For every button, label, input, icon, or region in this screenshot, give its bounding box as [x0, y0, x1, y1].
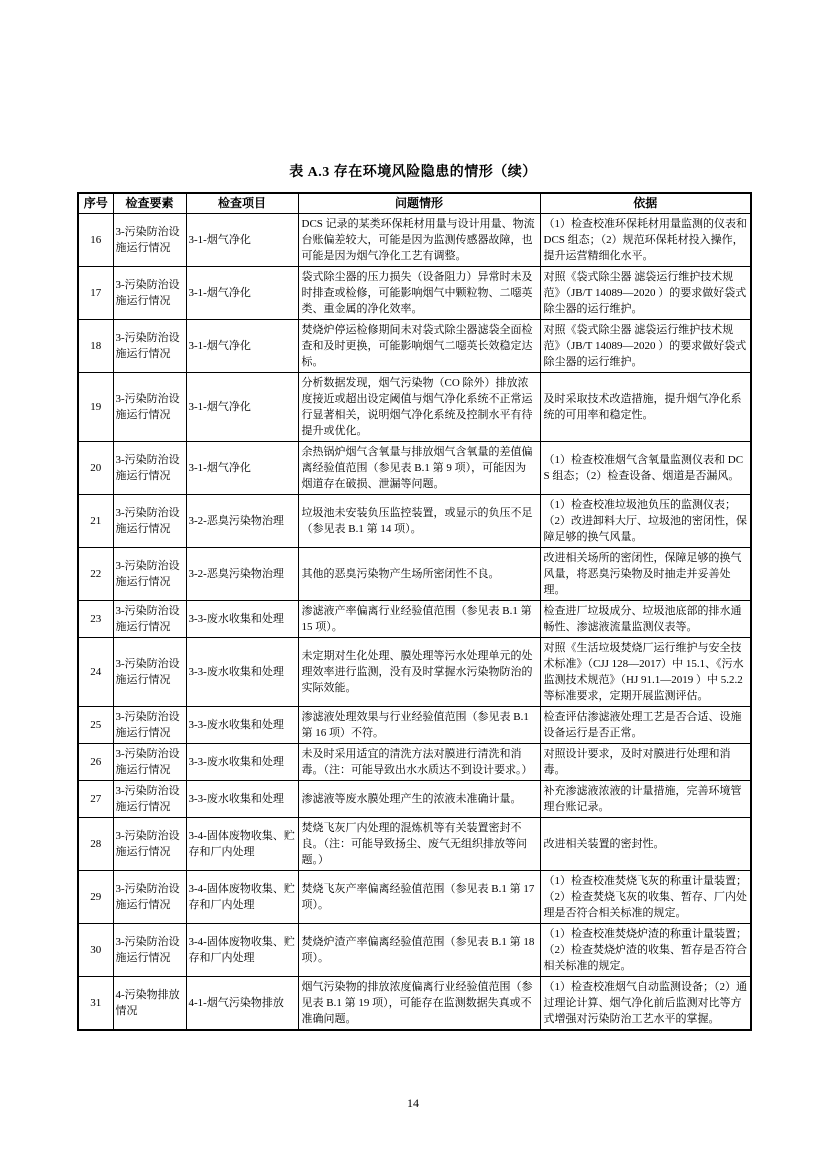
check-item: 4-1-烟气污染物排放 [186, 977, 298, 1031]
basis-description: 改进相关装置的密封性。 [540, 818, 751, 871]
basis-description: 对照《袋式除尘器 滤袋运行维护技术规范》（JB/T 14089—2020 ）的要求做好袋式除尘器的运行维护。 [540, 267, 751, 320]
check-element: 3-污染防治设施运行情况 [113, 638, 186, 707]
basis-description: （1）检查校准焚烧飞灰的称重计量装置；（2）检查焚烧飞灰的收集、暂存、厂内处理是否符合相关标准的规定。 [540, 871, 751, 924]
check-element: 3-污染防治设施运行情况 [113, 495, 186, 548]
problem-description: 焚烧飞灰厂内处理的混炼机等有关装置密封不良。（注：可能导致扬尘、废气无组织排放等问题。） [298, 818, 540, 871]
column-header-problem: 问题情形 [298, 193, 540, 214]
basis-description: 检查进厂垃圾成分、垃圾池底部的排水通畅性、渗滤液流量监测仪表等。 [540, 601, 751, 638]
table-row [78, 977, 751, 1031]
table-row [78, 442, 751, 495]
check-element: 3-污染防治设施运行情况 [113, 707, 186, 744]
check-element: 3-污染防治设施运行情况 [113, 744, 186, 781]
basis-description: 补充渗滤液浓液的计量措施，完善环境管理台账记录。 [540, 781, 751, 818]
check-element: 3-污染防治设施运行情况 [113, 373, 186, 442]
column-header-no: 序号 [78, 193, 113, 214]
basis-description: 对照《袋式除尘器 滤袋运行维护技术规范》（JB/T 14089—2020 ）的要求做好袋式除尘器的运行维护。 [540, 320, 751, 373]
page-number: 14 [407, 1096, 419, 1110]
problem-description: 焚烧炉停运检修期间未对袋式除尘器滤袋全面检查和及时更换，可能影响烟气二噁英长效稳定达标。 [298, 320, 540, 373]
basis-description: （1）检查校准烟气含氧量监测仪表和 DCS 组态；（2）检查设备、烟道是否漏风。 [540, 442, 751, 495]
basis-description: 及时采取技术改造措施，提升烟气净化系统的可用率和稳定性。 [540, 373, 751, 442]
check-item: 3-4-固体废物收集、贮存和厂内处理 [186, 871, 298, 924]
basis-description: （1）检查校准烟气自动监测设备；（2）通过理论计算、烟气净化前后监测对比等方式增强对污染防治工艺水平的掌握。 [540, 977, 751, 1031]
row-number: 19 [78, 373, 113, 442]
check-item: 3-1-烟气净化 [186, 267, 298, 320]
basis-description: 对照《生活垃圾焚烧厂运行维护与安全技术标准》（CJJ 128—2017）中 15.1、《污水监测技术规范》（HJ 91.1—2019 ）中 5.2.2 等标准要求，定期开展监测评估。 [540, 638, 751, 707]
row-number: 21 [78, 495, 113, 548]
check-element: 3-污染防治设施运行情况 [113, 781, 186, 818]
problem-description: 烟气污染物的排放浓度偏离行业经验值范围（参见表 B.1 第 19 项），可能存在监测数据失真或不准确问题。 [298, 977, 540, 1031]
problem-description: 垃圾池未安装负压监控装置，或显示的负压不足（参见表 B.1 第 14 项）。 [298, 495, 540, 548]
row-number: 26 [78, 744, 113, 781]
table-row [78, 373, 751, 442]
problem-description: 未定期对生化处理、膜处理等污水处理单元的处理效率进行监测，没有及时掌握水污染物防治的实际效能。 [298, 638, 540, 707]
check-item: 3-3-废水收集和处理 [186, 707, 298, 744]
row-number: 20 [78, 442, 113, 495]
check-element: 3-污染防治设施运行情况 [113, 320, 186, 373]
problem-description: 余热锅炉烟气含氧量与排放烟气含氧量的差值偏离经验值范围（参见表 B.1 第 9 项），可能因为烟道存在破损、泄漏等问题。 [298, 442, 540, 495]
check-item: 3-3-废水收集和处理 [186, 638, 298, 707]
row-number: 30 [78, 924, 113, 977]
table-row [78, 214, 751, 267]
table-row [78, 707, 751, 744]
check-element: 3-污染防治设施运行情况 [113, 267, 186, 320]
basis-description: 对照设计要求，及时对膜进行处理和消毒。 [540, 744, 751, 781]
problem-description: 渗滤液等废水膜处理产生的浓液未准确计量。 [298, 781, 540, 818]
check-item: 3-1-烟气净化 [186, 373, 298, 442]
basis-description: （1）检查校准垃圾池负压的监测仪表；（2）改进卸料大厅、垃圾池的密闭性，保障足够的换气风量。 [540, 495, 751, 548]
page-title: 表 A.3 存在环境风险隐患的情形（续） [289, 165, 537, 180]
problem-description: 焚烧炉渣产率偏离经验值范围（参见表 B.1 第 18 项）。 [298, 924, 540, 977]
basis-description: （1）检查校准环保耗材用量监测的仪表和 DCS 组态；（2）规范环保耗材投入操作，提升运营精细化水平。 [540, 214, 751, 267]
check-item: 3-1-烟气净化 [186, 442, 298, 495]
basis-description: （1）检查校准焚烧炉渣的称重计量装置；（2）检查焚烧炉渣的收集、暂存是否符合相关标准的规定。 [540, 924, 751, 977]
check-element: 3-污染防治设施运行情况 [113, 924, 186, 977]
problem-description: 渗滤液处理效果与行业经验值范围（参见表 B.1 第 16 项）不符。 [298, 707, 540, 744]
row-number: 18 [78, 320, 113, 373]
row-number: 16 [78, 214, 113, 267]
column-header-element: 检查要素 [113, 193, 186, 214]
problem-description: 袋式除尘器的压力损失（设备阻力）异常时未及时排查或检修，可能影响烟气中颗粒物、二噁英类、重金属的净化效率。 [298, 267, 540, 320]
problem-description: 渗滤液产率偏离行业经验值范围（参见表 B.1 第 15 项）。 [298, 601, 540, 638]
risk-table [77, 192, 752, 1031]
table-row [78, 781, 751, 818]
table-row [78, 924, 751, 977]
row-number: 25 [78, 707, 113, 744]
check-item: 3-3-废水收集和处理 [186, 601, 298, 638]
table-row [78, 601, 751, 638]
row-number: 27 [78, 781, 113, 818]
row-number: 24 [78, 638, 113, 707]
column-header-item: 检查项目 [186, 193, 298, 214]
problem-description: 分析数据发现，烟气污染物（CO 除外）排放浓度接近或超出设定阈值与烟气净化系统不正常运行显著相关，说明烟气净化系统及控制水平有待提升或优化。 [298, 373, 540, 442]
check-element: 3-污染防治设施运行情况 [113, 214, 186, 267]
table-row [78, 267, 751, 320]
check-element: 3-污染防治设施运行情况 [113, 871, 186, 924]
check-item: 3-4-固体废物收集、贮存和厂内处理 [186, 924, 298, 977]
check-item: 3-3-废水收集和处理 [186, 781, 298, 818]
basis-description: 改进相关场所的密闭性，保障足够的换气风量，将恶臭污染物及时抽走并妥善处理。 [540, 548, 751, 601]
check-item: 3-2-恶臭污染物治理 [186, 548, 298, 601]
problem-description: 焚烧飞灰产率偏离经验值范围（参见表 B.1 第 17 项）。 [298, 871, 540, 924]
table-body [78, 214, 751, 1031]
table-row [78, 320, 751, 373]
check-element: 3-污染防治设施运行情况 [113, 442, 186, 495]
table-row [78, 495, 751, 548]
row-number: 22 [78, 548, 113, 601]
problem-description: 其他的恶臭污染物产生场所密闭性不良。 [298, 548, 540, 601]
check-item: 3-1-烟气净化 [186, 320, 298, 373]
row-number: 28 [78, 818, 113, 871]
problem-description: 未及时采用适宜的清洗方法对膜进行清洗和消毒。（注：可能导致出水水质达不到设计要求。） [298, 744, 540, 781]
table-header-row [78, 193, 751, 214]
row-number: 23 [78, 601, 113, 638]
table-header [78, 193, 751, 214]
check-element: 3-污染防治设施运行情况 [113, 818, 186, 871]
row-number: 29 [78, 871, 113, 924]
check-element: 3-污染防治设施运行情况 [113, 548, 186, 601]
check-item: 3-2-恶臭污染物治理 [186, 495, 298, 548]
check-item: 3-4-固体废物收集、贮存和厂内处理 [186, 818, 298, 871]
problem-description: DCS 记录的某类环保耗材用量与设计用量、物流台账偏差较大，可能是因为监测传感器故障，也可能是因为烟气净化工艺有调整。 [298, 214, 540, 267]
check-item: 3-1-烟气净化 [186, 214, 298, 267]
basis-description: 检查评估渗滤液处理工艺是否合适、设施设备运行是否正常。 [540, 707, 751, 744]
table-row [78, 638, 751, 707]
table-row [78, 548, 751, 601]
column-header-basis: 依据 [540, 193, 751, 214]
check-element: 3-污染防治设施运行情况 [113, 601, 186, 638]
row-number: 31 [78, 977, 113, 1031]
check-element: 4-污染物排放情况 [113, 977, 186, 1031]
table-row [78, 871, 751, 924]
check-item: 3-3-废水收集和处理 [186, 744, 298, 781]
row-number: 17 [78, 267, 113, 320]
table-row [78, 818, 751, 871]
table-row [78, 744, 751, 781]
